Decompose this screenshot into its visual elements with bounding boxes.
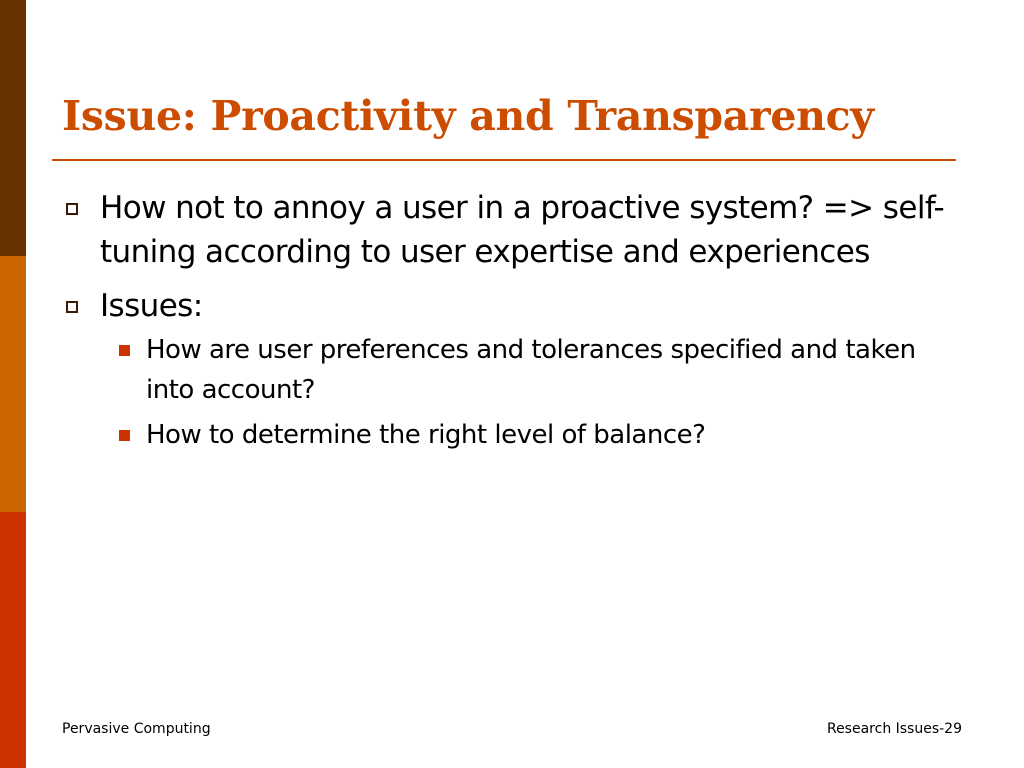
sub-bullet-text: How are user preferences and tolerances specified and taken into account? — [146, 335, 916, 405]
footer-page-label: Research Issues-29 — [826, 721, 962, 737]
bullet-text: How not to annoy a user in a proactive system? => self-tuning according to user expertise and experiences — [100, 190, 945, 270]
slide-title: Issue: Proactivity and Transparency — [62, 92, 874, 140]
sub-bullet-list — [100, 330, 962, 455]
bullet-list — [62, 186, 962, 465]
bullet-item — [62, 186, 962, 274]
filled-square-bullet-icon — [119, 430, 130, 441]
side-band-top — [0, 0, 26, 256]
footer-course-name: Pervasive Computing — [62, 721, 211, 737]
bullet-text: Issues: — [100, 288, 203, 324]
bullet-item — [62, 284, 962, 455]
sub-bullet-item — [100, 330, 962, 410]
hollow-square-bullet-icon — [66, 203, 78, 215]
sub-bullet-item — [100, 415, 962, 455]
title-underline — [52, 159, 956, 161]
hollow-square-bullet-icon — [66, 301, 78, 313]
side-accent-bar — [0, 0, 26, 768]
side-band-middle — [0, 256, 26, 512]
side-band-bottom — [0, 512, 26, 768]
filled-square-bullet-icon — [119, 345, 130, 356]
sub-bullet-text: How to determine the right level of balance? — [146, 420, 706, 450]
